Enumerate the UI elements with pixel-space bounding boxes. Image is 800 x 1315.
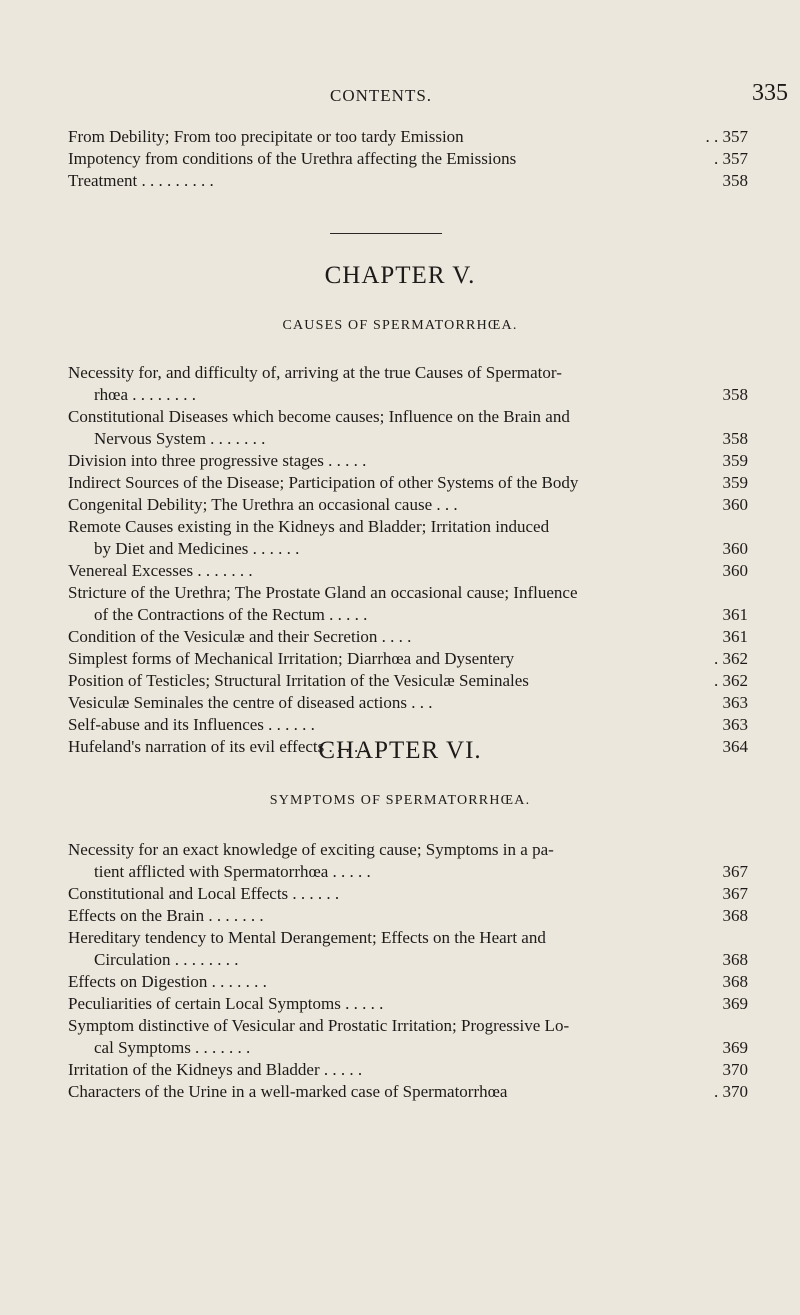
toc-entry — [68, 494, 748, 516]
toc-entry-page: 359 — [722, 451, 748, 470]
toc-entry — [68, 406, 748, 450]
toc-entry-page: 370 — [722, 1060, 748, 1079]
toc-entry-title: Division into three progressive stages . . . . . — [68, 451, 367, 470]
toc-entry — [68, 1015, 748, 1059]
toc-entry-page: 360 — [722, 539, 748, 558]
running-head — [0, 80, 800, 112]
toc-entry — [68, 839, 748, 883]
toc-entry — [68, 692, 748, 714]
toc-entry-page: 368 — [722, 972, 748, 991]
toc-entry-page: 360 — [722, 495, 748, 514]
toc-entry — [68, 148, 748, 170]
toc-entry — [68, 971, 748, 993]
toc-entry — [68, 170, 748, 192]
toc-entry-title: tient afflicted with Spermatorrhœa . . . . . — [94, 862, 371, 881]
toc-entry-title: Impotency from conditions of the Urethra affecting the Emissions — [68, 149, 517, 168]
toc-entry-title: Hufeland's narration of its evil effects . . . . . — [68, 737, 367, 756]
toc-entry-page: 358 — [722, 385, 748, 404]
toc-entry-page: . . 357 — [705, 127, 748, 146]
toc-entry-title: Treatment . . . . . . . . . — [68, 171, 214, 190]
toc-entry — [68, 126, 748, 148]
page-number: 335 — [752, 80, 788, 106]
toc-entry-page: 367 — [722, 884, 748, 903]
toc-entry-page: 361 — [722, 605, 748, 624]
toc-entry-title: Hereditary tendency to Mental Derangement; Effects on the Heart and — [68, 928, 546, 947]
toc-entry-title: Stricture of the Urethra; The Prostate Gland an occasional cause; Influence — [68, 583, 578, 602]
toc-entry-title: Remote Causes existing in the Kidneys and Bladder; Irritation induced — [68, 517, 550, 536]
chapter-5-heading: CHAPTER V. — [324, 262, 476, 289]
toc-entry-title: by Diet and Medicines . . . . . . — [94, 539, 300, 558]
toc-entry-page: 360 — [722, 561, 748, 580]
toc-entry-title: Venereal Excesses . . . . . . . — [68, 561, 253, 580]
toc-entry — [68, 626, 748, 648]
toc-entry-title: Characters of the Urine in a well-marked case of Spermatorrhœa — [68, 1082, 508, 1101]
toc-entry-page: 358 — [722, 171, 748, 190]
chapter-5-entries — [68, 362, 748, 758]
toc-entry-page: . 357 — [714, 149, 748, 168]
toc-entry — [68, 560, 748, 582]
toc-entry-title: Nervous System . . . . . . . — [94, 429, 266, 448]
toc-entry-page: . 362 — [714, 649, 748, 668]
toc-entry-title: Position of Testicles; Structural Irritation of the Vesiculæ Seminales — [68, 671, 529, 690]
toc-entry-title: Effects on the Brain . . . . . . . — [68, 906, 264, 925]
toc-entry — [68, 582, 748, 626]
toc-entry-page: 367 — [722, 862, 748, 881]
toc-entry-title: Effects on Digestion . . . . . . . — [68, 972, 267, 991]
toc-entry-title: cal Symptoms . . . . . . . — [94, 1038, 251, 1057]
toc-entry-page: 369 — [722, 994, 748, 1013]
toc-entry-title: Circulation . . . . . . . . — [94, 950, 239, 969]
chapter-5-subtitle: CAUSES OF SPERMATORRHŒA. — [282, 318, 518, 333]
toc-entry-page: 363 — [722, 715, 748, 734]
toc-entry-title: Constitutional Diseases which become causes; Influence on the Brain and — [68, 407, 570, 426]
toc-entry — [68, 1081, 748, 1103]
toc-entry — [68, 362, 748, 406]
toc-entry-title: From Debility; From too precipitate or too tardy Emission — [68, 127, 464, 146]
toc-entry-title: Necessity for an exact knowledge of exciting cause; Symptoms in a pa- — [68, 840, 554, 859]
toc-entry-page: 368 — [722, 950, 748, 969]
toc-entry — [68, 993, 748, 1015]
toc-entry-title: Constitutional and Local Effects . . . . . . — [68, 884, 340, 903]
toc-entry — [68, 670, 748, 692]
toc-entry — [68, 648, 748, 670]
toc-entry-title: rhœa . . . . . . . . — [94, 385, 196, 404]
toc-continued-entries — [68, 126, 748, 192]
toc-entry — [68, 905, 748, 927]
toc-entry-title: Necessity for, and difficulty of, arriving at the true Causes of Spermator- — [68, 363, 562, 382]
toc-entry-page: 364 — [722, 737, 748, 756]
toc-entry — [68, 472, 748, 494]
toc-entry-page: 363 — [722, 693, 748, 712]
chapter-6-heading: CHAPTER VI. — [318, 737, 482, 764]
toc-entry-page: 361 — [722, 627, 748, 646]
toc-entry — [68, 450, 748, 472]
toc-entry — [68, 883, 748, 905]
toc-entry — [68, 714, 748, 736]
toc-entry — [68, 927, 748, 971]
toc-entry — [68, 1059, 748, 1081]
chapter-6-entries — [68, 839, 748, 1103]
toc-entry-title: Indirect Sources of the Disease; Participation of other Systems of the Body — [68, 473, 579, 492]
toc-entry-title: Irritation of the Kidneys and Bladder . . . . . — [68, 1060, 363, 1079]
toc-entry-page: 359 — [722, 473, 748, 492]
toc-entry-title: Congenital Debility; The Urethra an occasional cause . . . — [68, 495, 458, 514]
section-divider — [330, 233, 442, 234]
toc-entry-title: of the Contractions of the Rectum . . . . . — [94, 605, 368, 624]
chapter-6-subtitle: SYMPTOMS OF SPERMATORRHŒA. — [269, 793, 531, 808]
toc-entry — [68, 516, 748, 560]
toc-entry-title: Peculiarities of certain Local Symptoms . . . . . — [68, 994, 384, 1013]
toc-entry-page: 358 — [722, 429, 748, 448]
toc-entry-page: 368 — [722, 906, 748, 925]
toc-entry-title: Simplest forms of Mechanical Irritation; Diarrhœa and Dysentery — [68, 649, 515, 668]
toc-entry-page: . 362 — [714, 671, 748, 690]
toc-entry-page: . 370 — [714, 1082, 748, 1101]
toc-entry-title: Condition of the Vesiculæ and their Secretion . . . . — [68, 627, 412, 646]
toc-entry-title: Self-abuse and its Influences . . . . . . — [68, 715, 315, 734]
toc-entry-page: 369 — [722, 1038, 748, 1057]
running-title: CONTENTS. — [330, 86, 433, 105]
toc-entry-title: Vesiculæ Seminales the centre of diseased actions . . . — [68, 693, 433, 712]
toc-entry-title: Symptom distinctive of Vesicular and Prostatic Irritation; Progressive Lo- — [68, 1016, 570, 1035]
